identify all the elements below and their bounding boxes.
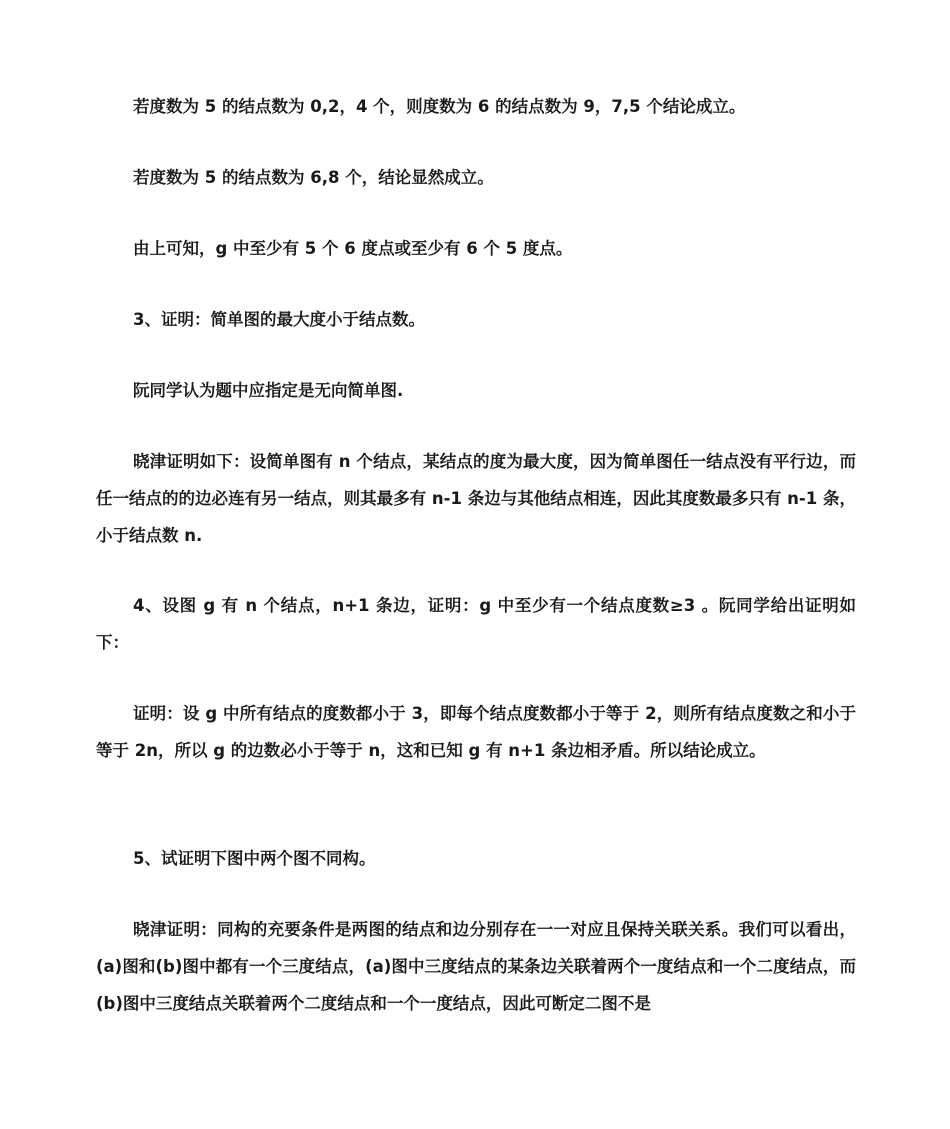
paragraph-degree5-case2: 若度数为 5 的结点数为 6,8 个，结论显然成立。 (133, 168, 494, 187)
paragraph-degree5-case1: 若度数为 5 的结点数为 0,2，4 个，则度数为 6 的结点数为 9，7,5 个结论成立。 (133, 97, 746, 116)
paragraph-ruan-note: 阮同学认为题中应指定是无向简单图. (133, 381, 404, 400)
problem-4-heading: 4、设图 g 有 n 个结点，n+1 条边，证明：g 中至少有一个结点度数≥3 。阮同学给出证明如下： (96, 596, 856, 652)
paragraph-xiaojin-proof-3: 晓津证明如下：设简单图有 n 个结点，某结点的度为最大度，因为简单图任一结点没有平行边，而任一结点的的边必连有另一结点，则其最多有 n-1 条边与其他结点相连，因此其度数最多只有 n-1 条，小于结点数 n. (96, 452, 856, 545)
paragraph-proof-4: 证明：设 g 中所有结点的度数都小于 3，即每个结点度数都小于等于 2，则所有结点度数之和小于等于 2n，所以 g 的边数必小于等于 n，这和已知 g 有 n+1 条边相矛盾。所以结论成立。 (96, 704, 856, 760)
paragraph-conclusion: 由上可知，g 中至少有 5 个 6 度点或至少有 6 个 5 度点。 (133, 239, 573, 258)
problem-5-heading: 5、试证明下图中两个图不同构。 (133, 849, 376, 868)
problem-3-heading: 3、证明：简单图的最大度小于结点数。 (133, 310, 425, 329)
paragraph-xiaojin-proof-5: 晓津证明：同构的充要条件是两图的结点和边分别存在一一对应且保持关联关系。我们可以看出，(a)图和(b)图中都有一个三度结点，(a)图中三度结点的某条边关联着两个一度结点和一个二度结点，而(b)图中三度结点关联着两个二度结点和一个一度结点，因此可断定二图不是 (96, 920, 856, 1013)
